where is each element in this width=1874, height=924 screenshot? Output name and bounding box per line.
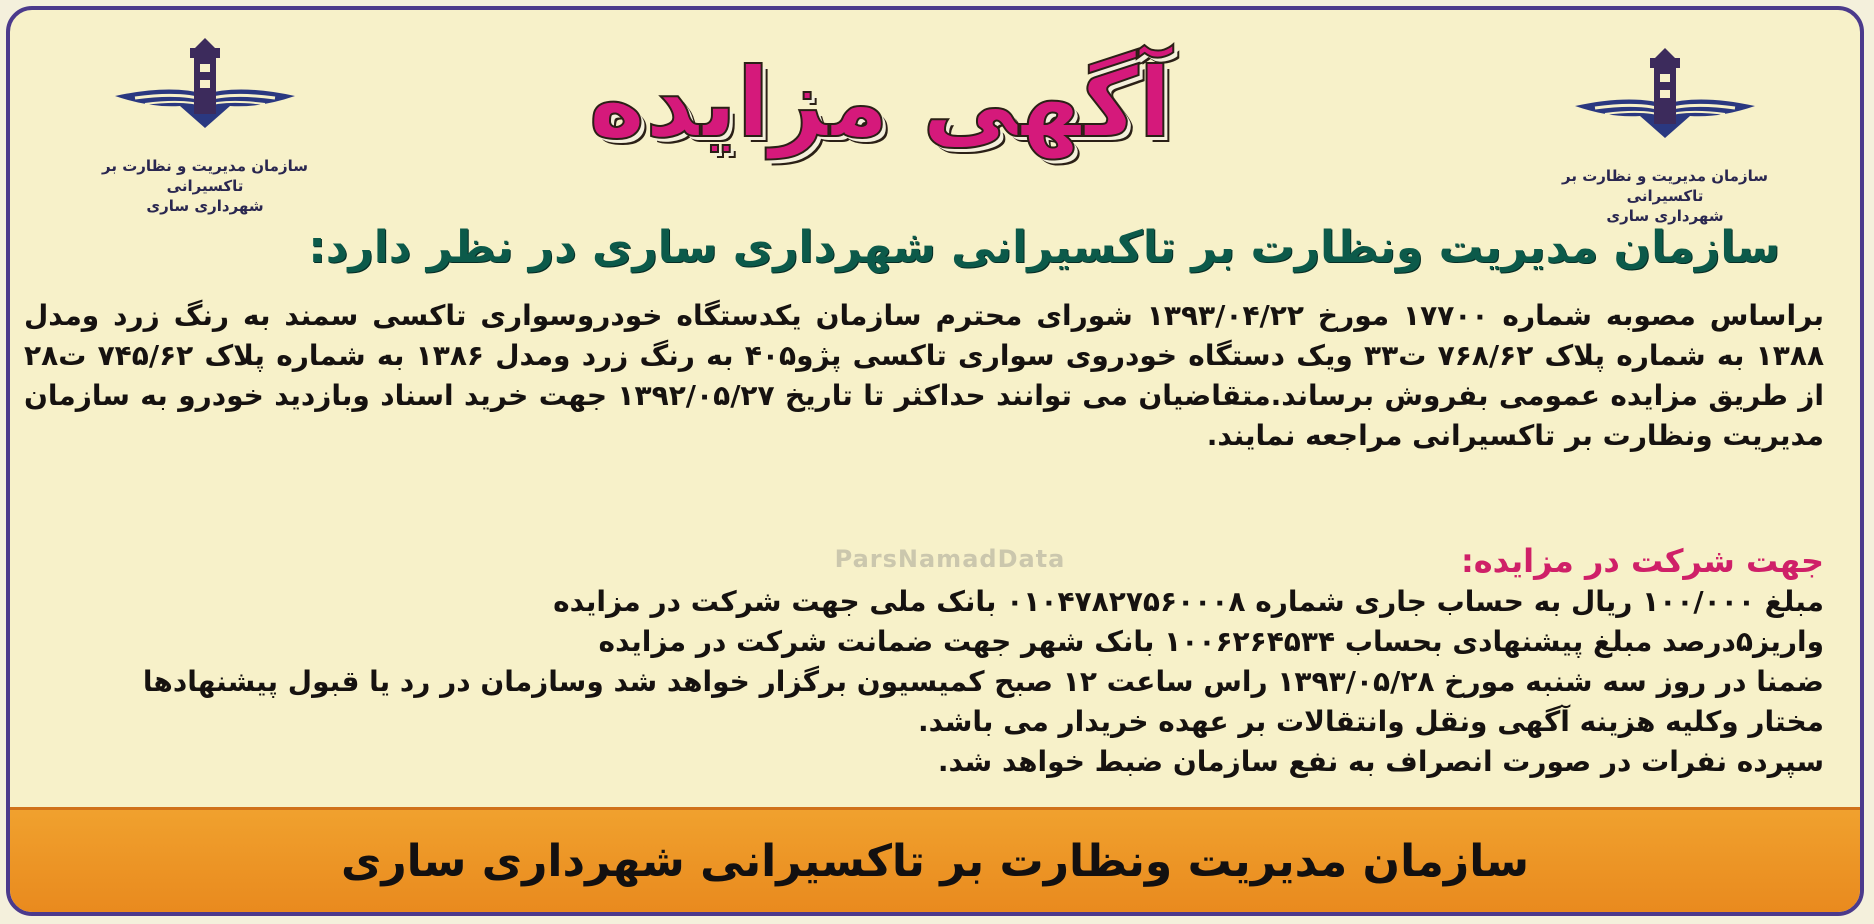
emblem-left [90, 36, 320, 216]
participation-terms [24, 582, 1824, 782]
taxi-organization-emblem-icon [110, 36, 300, 156]
emblem-caption-line2: شهرداری ساری [146, 197, 264, 215]
ad-headline: سازمان مدیریت ونظارت بر تاکسیرانی شهرداری ساری در نظر دارد: [308, 222, 1780, 273]
participation-heading: جهت شرکت در مزایده: [1460, 542, 1824, 580]
terms-line: ضمنا در روز سه شنبه مورخ ۱۳۹۳/۰۵/۲۸ راس ساعت ۱۲ صبح کمیسیون برگزار خواهد شد وسازمان در رد یا قبول پیشنهادها [142, 665, 1824, 698]
emblem-right [1550, 46, 1780, 226]
ad-title: آگهی مزایده [588, 47, 1172, 159]
ad-body-paragraph: براساس مصوبه شماره ۱۷۷۰۰ مورخ ۱۳۹۳/۰۴/۲۲ شورای محترم سازمان یکدستگاه خودروسواری تاکسی سمند به رنگ زرد ومدل ۱۳۸۸ به شماره پلاک ۷۶۸/۶۲ ت۳۳ ویک دستگاه خودروی سواری تاکسی پژو۴۰۵ به رنگ زرد ومدل ۱۳۸۶ به شماره پلاک ۷۴۵/۶۲ ت۲۸ از طریق مزایده عمومی بفروش برساند.متقاضیان می توانند حداکثر تا تاریخ ۱۳۹۲/۰۵/۲۷ جهت خرید اسناد وبازدید خودرو به سازمان مدیریت ونظارت بر تاکسیرانی مراجعه نمایند. [24, 299, 1825, 452]
terms-line: واریز۵درصد مبلغ پیشنهادی بحساب ۱۰۰۶۲۶۴۵۳۴ بانک شهر جهت ضمانت شرکت در مزایده [598, 625, 1824, 658]
terms-line: سپرده نفرات در صورت انصراف به نفع سازمان ضبط خواهد شد. [937, 745, 1824, 778]
taxi-organization-emblem-icon [1570, 46, 1760, 166]
footer-band: سازمان مدیریت ونظارت بر تاکسیرانی شهرداری ساری [10, 807, 1860, 912]
emblem-caption-line1: سازمان مدیریت و نظارت بر تاکسیرانی [1562, 167, 1768, 205]
terms-line: مختار وکلیه هزینه آگهی ونقل وانتقالات بر عهده خریدار می باشد. [918, 705, 1824, 738]
emblem-caption-line2: شهرداری ساری [1606, 207, 1724, 225]
terms-line: مبلغ ۱۰۰/۰۰۰ ریال به حساب جاری شماره ۰۱۰۴۷۸۲۷۵۶۰۰۰۸ بانک ملی جهت شرکت در مزایده [553, 585, 1824, 618]
watermark: ParsNamadData [834, 545, 1066, 573]
emblem-caption-line1: سازمان مدیریت و نظارت بر تاکسیرانی [102, 157, 308, 195]
advertisement-frame [6, 6, 1864, 916]
